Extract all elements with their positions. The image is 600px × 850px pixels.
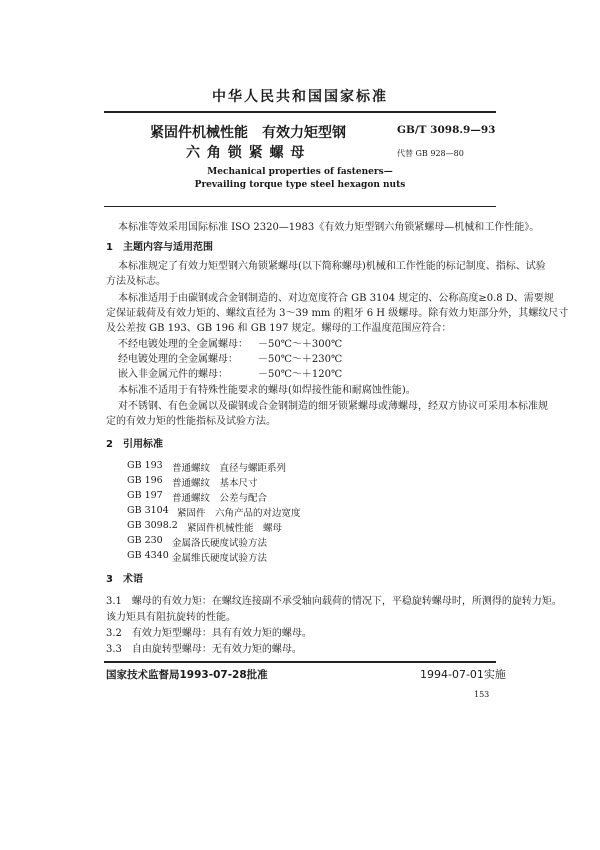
- ref-title: 普通螺纹 基本尺寸: [172, 478, 258, 489]
- temp-row-value: －50℃～＋230℃: [258, 354, 343, 365]
- section1-p4-line2: 定的有效力矩的性能指标及试验方法。: [106, 416, 276, 427]
- national-standard-label: 中华人民共和国国家标准: [212, 89, 388, 105]
- section1-p3: 本标准不适用于有特殊性能要求的螺母(如焊接性能和耐腐蚀性能)。: [118, 385, 416, 396]
- temp-row-label: 经电镀处理的全金属螺母：: [118, 354, 238, 365]
- temp-row-label: 嵌入非金属元件的螺母：: [118, 369, 228, 380]
- section1-p1-line1: 本标准规定了有效力矩型钢六角锁紧螺母(以下简称螺母)机械和工作性能的标记制度、指标、试验: [118, 261, 546, 272]
- english-title-line1: Mechanical properties of fasteners—: [207, 167, 393, 177]
- ref-code: GB 3098.2: [127, 520, 178, 531]
- term-3-1-line1: 3.1 螺母的有效力矩：在螺纹连接副不承受轴向载荷的情况下，平稳旋转螺母时，所测得的旋转力矩。: [106, 596, 562, 607]
- ref-code: GB 196: [127, 475, 163, 486]
- section2-heading: 2 引用标准: [106, 439, 163, 450]
- section1-p2-line1: 本标准适用于由碳钢或合金钢制造的、对边宽度符合 GB 3104 规定的、公称高度≥0.8 D、需要规: [118, 293, 554, 304]
- footer-rule: [104, 661, 496, 663]
- title-rule: [104, 206, 496, 207]
- ref-code: GB 230: [127, 535, 163, 546]
- temp-row-value: －50℃～＋300℃: [258, 339, 343, 350]
- temp-row-value: －50℃～＋120℃: [258, 369, 343, 380]
- section1-heading: 1 主题内容与适用范围: [106, 242, 213, 253]
- standard-code: GB/T 3098.9—93: [397, 124, 496, 136]
- term-3-3: 3.3 自由旋转型螺母：无有效力矩的螺母。: [106, 644, 302, 655]
- ref-code: GB 193: [127, 460, 163, 471]
- replaces-note: 代替 GB 928—80: [397, 149, 464, 158]
- section1-p1-line2: 方法及标志。: [106, 276, 166, 287]
- section3-heading: 3 术语: [106, 574, 143, 585]
- temp-row-label: 不经电镀处理的全金属螺母：: [118, 339, 248, 350]
- standard-title-line1: 紧固件机械性能 有效力矩型钢: [150, 125, 346, 141]
- ref-code: GB 197: [127, 490, 163, 501]
- ref-title: 金属维氏硬度试验方法: [172, 553, 268, 564]
- ref-code: GB 3104: [127, 505, 169, 516]
- section1-p2-line3: 及公差按 GB 193、GB 196 和 GB 197 规定。螺母的工作温度范围应符合：: [106, 323, 452, 334]
- intro-paragraph: 本标准等效采用国际标准 ISO 2320—1983《有效力矩型钢六角锁紧螺母—机械和工作性能》。: [118, 222, 540, 233]
- ref-title: 金属洛氏硬度试验方法: [172, 538, 268, 549]
- header-rule: [104, 111, 496, 113]
- ref-title: 紧固件 六角产品的对边宽度: [177, 508, 301, 519]
- page-number: 153: [474, 690, 490, 699]
- ref-title: 紧固件机械性能 螺母: [187, 523, 283, 534]
- section1-p2-line2: 定保证载荷及有效力矩的、螺纹直径为 3～39 mm 的粗牙 6 H 级螺母。除有效力矩部分外，其螺纹尺寸: [106, 308, 569, 319]
- english-title-line2: Prevailing torque type steel hexagon nuts: [194, 180, 406, 190]
- approval-date: 国家技术监督局1993-07-28批准: [106, 669, 268, 681]
- standard-title-line2: 六 角 锁 紧 螺 母: [186, 145, 306, 161]
- term-3-1-line2: 该力矩具有阻抗旋转的性能。: [106, 612, 236, 623]
- effective-date: 1994-07-01实施: [420, 668, 506, 681]
- ref-title: 普通螺纹 公差与配合: [172, 493, 268, 504]
- ref-code: GB 4340: [127, 550, 169, 561]
- ref-title: 普通螺纹 直径与螺距系列: [172, 463, 287, 474]
- term-3-2: 3.2 有效力矩型螺母：具有有效力矩的螺母。: [106, 628, 312, 639]
- section1-p4-line1: 对不锈钢、有色金属以及碳钢或合金钢制造的细牙锁紧螺母或薄螺母，经双方协议可采用本标准规: [118, 401, 548, 412]
